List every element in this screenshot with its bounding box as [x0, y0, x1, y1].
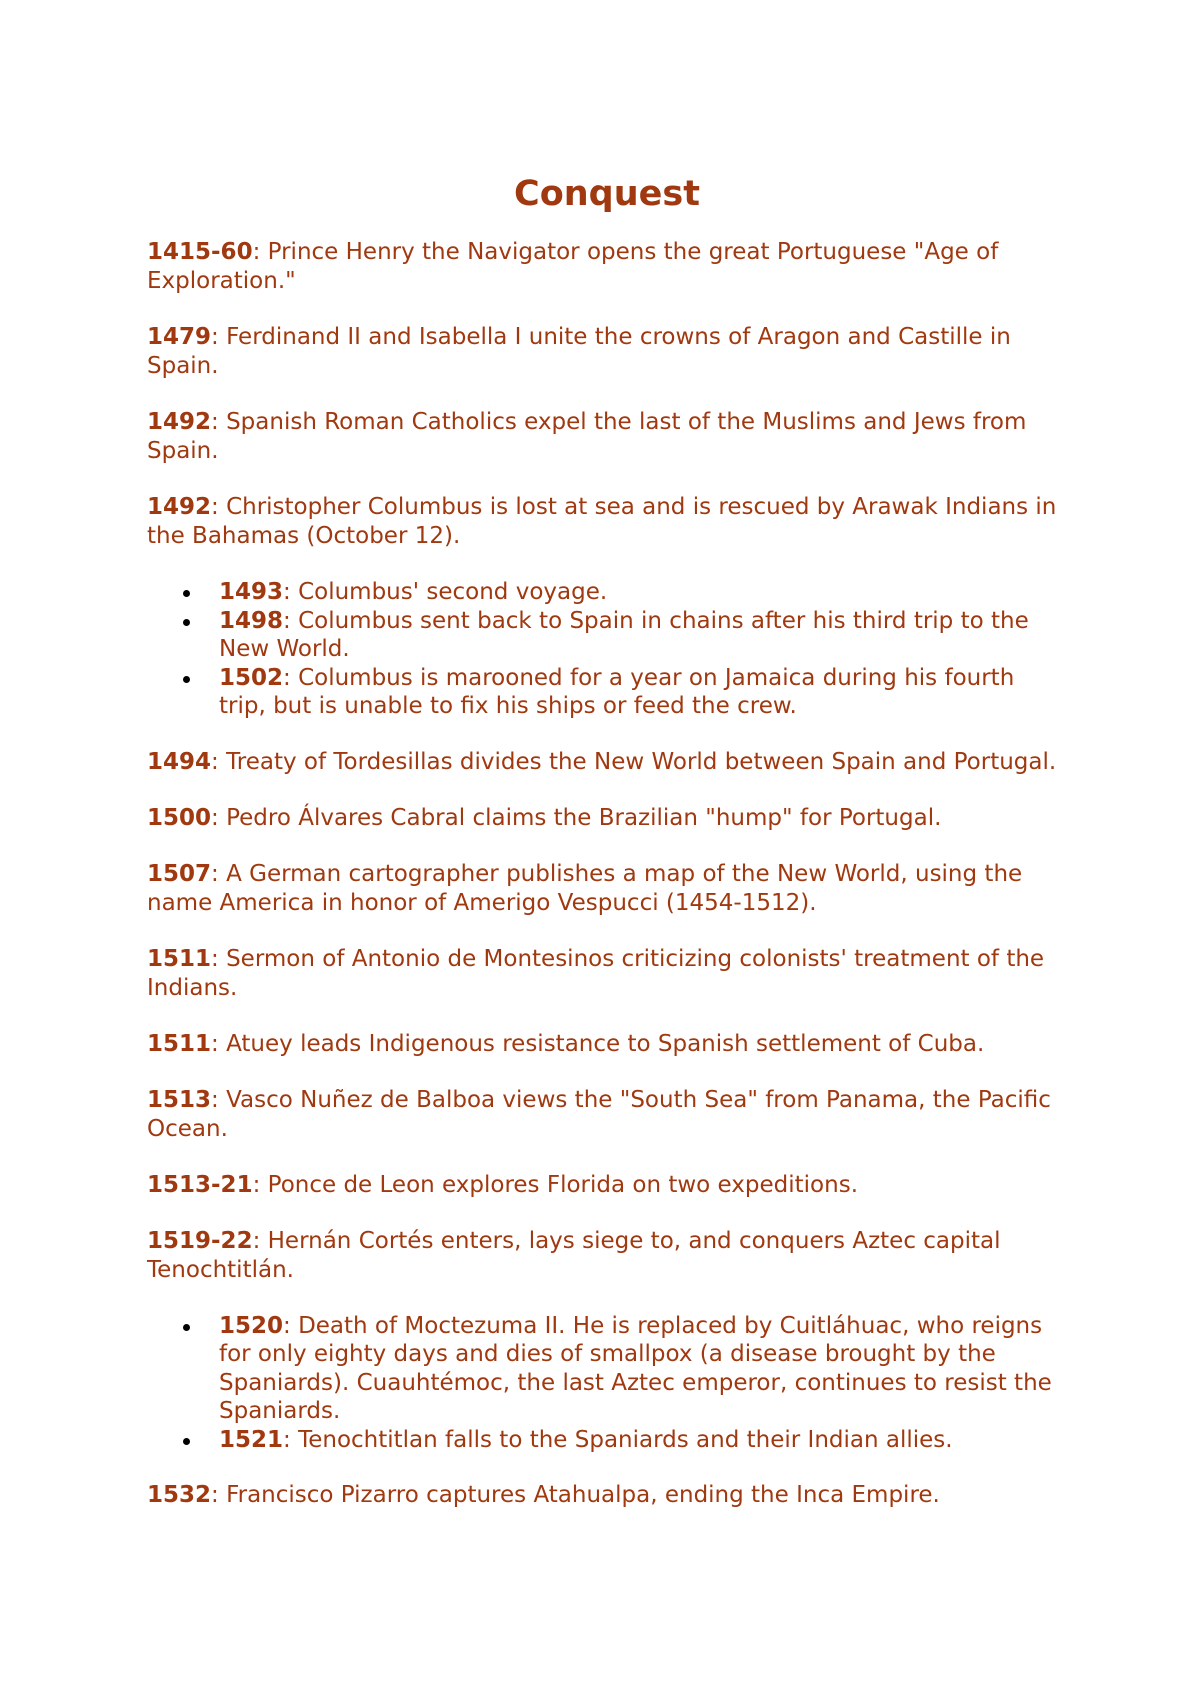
timeline-entry	[147, 1481, 1067, 1510]
entry-text: : Ponce de Leon explores Florida on two expeditions.	[252, 1171, 859, 1198]
entry-year: 1479	[147, 324, 212, 350]
timeline-entry	[147, 238, 1067, 296]
bullet-list	[147, 1312, 1067, 1455]
entry-text: : Spanish Roman Catholics expel the last of the Muslims and Jews from Spain.	[147, 409, 1027, 464]
entry-year: 1502	[219, 664, 284, 691]
entry-year: 1521	[219, 1426, 284, 1453]
entry-year: 1511	[147, 945, 212, 972]
entry-year: 1492	[147, 409, 212, 435]
timeline-entry	[147, 493, 1067, 551]
list-item	[147, 578, 1067, 607]
bullet-list	[147, 578, 1067, 721]
entry-text: : Hernán Cortés enters, lays siege to, and conquers Aztec capital Tenochtitlán.	[147, 1227, 1001, 1283]
entry-text: : Vasco Nuñez de Balboa views the "South Sea" from Panama, the Pacific Ocean.	[147, 1086, 1051, 1142]
timeline-entry	[147, 1086, 1067, 1144]
timeline-entry	[147, 1030, 1067, 1059]
entry-text: : Treaty of Tordesillas divides the New World between Spain and Portugal.	[211, 748, 1057, 775]
bullet-icon	[183, 1438, 190, 1445]
bullet-icon	[183, 590, 190, 597]
entry-text: : Sermon of Antonio de Montesinos criticizing colonists' treatment of the Indians.	[147, 945, 1045, 1001]
entry-year: 1513	[147, 1086, 212, 1113]
list-item	[147, 1426, 1067, 1455]
entry-year: 1520	[219, 1312, 284, 1339]
entry-year: 1494	[147, 748, 212, 775]
timeline-entry	[147, 945, 1067, 1003]
timeline-entry	[147, 1171, 1067, 1200]
entry-text: : A German cartographer publishes a map of the New World, using the name America in honor of Amerigo Vespucci (1454-1512).	[147, 860, 1023, 916]
list-item	[147, 607, 1067, 664]
entry-year: 1519-22	[147, 1227, 253, 1254]
bullet-icon	[183, 1324, 190, 1331]
timeline-entry	[147, 748, 1067, 777]
timeline-entry	[147, 323, 1067, 381]
bullet-icon	[183, 676, 190, 683]
entry-year: 1492	[147, 494, 212, 520]
entry-year: 1493	[219, 579, 284, 605]
entry-text: : Francisco Pizarro captures Atahualpa, ending the Inca Empire.	[211, 1482, 940, 1508]
timeline-entry	[147, 860, 1067, 918]
bullet-icon	[183, 619, 190, 626]
document-page	[147, 170, 1067, 1537]
entry-year: 1532	[147, 1482, 212, 1508]
entry-year: 1511	[147, 1030, 212, 1057]
entry-year: 1507	[147, 860, 212, 887]
entry-year: 1500	[147, 804, 212, 831]
entry-year: 1415-60	[147, 239, 253, 265]
entry-text: : Christopher Columbus is lost at sea and is rescued by Arawak Indians in the Bahamas (October 12).	[147, 494, 1057, 549]
list-item	[147, 1312, 1067, 1426]
timeline-entry	[147, 804, 1067, 833]
entry-text: : Columbus sent back to Spain in chains after his third trip to the New World.	[219, 607, 1029, 662]
entry-text: : Death of Moctezuma II. He is replaced by Cuitláhuac, who reigns for only eighty days and dies of smallpox (a disease brought by the Spaniards). Cuauhtémoc, the last Aztec emperor, continues to resist the Spaniards.	[219, 1312, 1052, 1424]
entry-text: : Pedro Álvares Cabral claims the Brazilian "hump" for Portugal.	[211, 804, 942, 831]
page-title: Conquest	[514, 174, 700, 214]
entry-text: : Columbus' second voyage.	[283, 579, 608, 605]
entry-text: : Tenochtitlan falls to the Spaniards and their Indian allies.	[283, 1426, 953, 1453]
list-item	[147, 664, 1067, 721]
entry-text: : Prince Henry the Navigator opens the great Portuguese "Age of Exploration."	[147, 239, 999, 294]
entry-text: : Columbus is marooned for a year on Jamaica during his fourth trip, but is unable to fix his ships or feed the crew.	[219, 664, 1015, 719]
timeline-entry	[147, 1227, 1067, 1285]
timeline-entry	[147, 408, 1067, 466]
entry-year: 1498	[219, 607, 284, 634]
entry-year: 1513-21	[147, 1171, 253, 1198]
entry-text: : Atuey leads Indigenous resistance to Spanish settlement of Cuba.	[211, 1030, 985, 1057]
entry-text: : Ferdinand II and Isabella I unite the crowns of Aragon and Castille in Spain.	[147, 324, 1011, 379]
